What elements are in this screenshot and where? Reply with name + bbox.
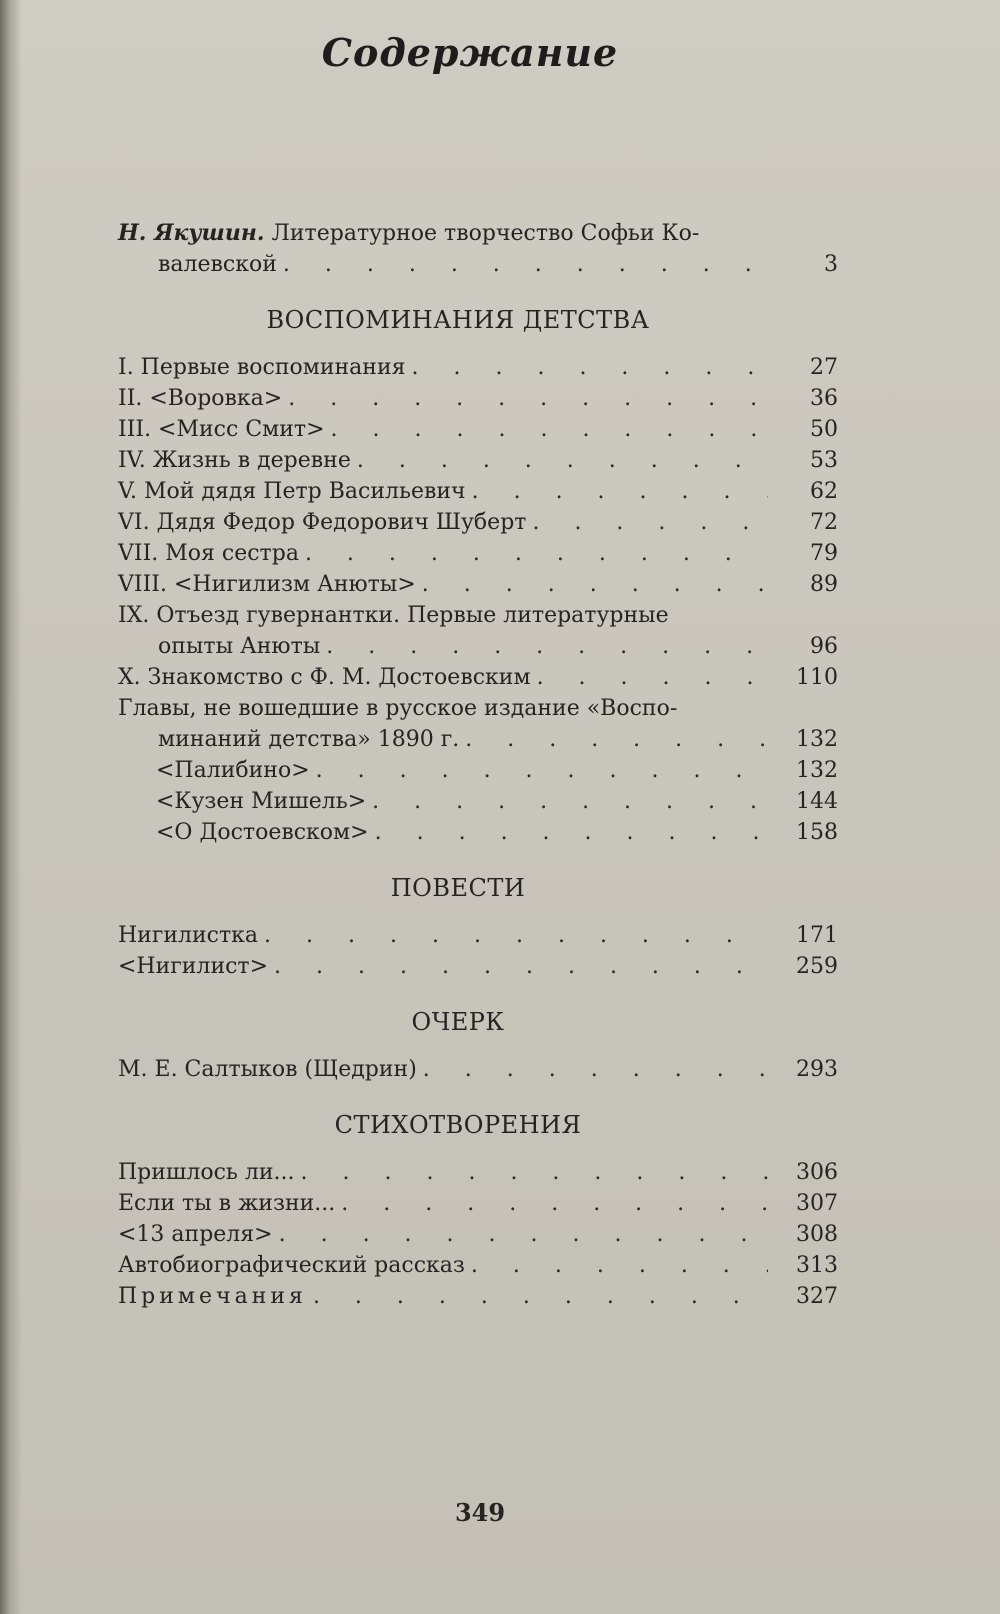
leader-dots [532,507,768,538]
toc-entry[interactable] [118,414,838,445]
toc-entry-intro[interactable] [118,218,838,280]
intro-title-line1: Литературное творчество Софьи Ко- [271,221,700,246]
section-heading: ВОСПОМИНАНИЯ ДЕТСТВА [266,306,650,334]
table-of-contents [118,218,838,1312]
page-number: 27 [810,355,838,380]
toc-entry[interactable] [118,662,838,693]
leader-dots [331,414,768,445]
page-number: 307 [796,1191,838,1216]
leader-dots [316,755,768,786]
toc-entry[interactable] [118,476,838,507]
leader-dots [537,662,768,693]
intro-title-line2: валевской [158,252,277,277]
leader-dots [372,786,768,817]
leader-dots [422,569,768,600]
entry-title: II. <Воровка> [118,386,283,411]
toc-entry[interactable] [118,352,838,383]
leader-dots [423,1054,768,1085]
toc-entry[interactable] [118,1219,838,1250]
page-gutter-shadow [0,0,22,1614]
page-number: 259 [796,954,838,979]
page-number: 50 [810,417,838,442]
page-number: 110 [796,665,838,690]
leader-dots [326,631,768,662]
leader-dots [288,383,768,414]
section-heading: ОЧЕРК [411,1008,505,1036]
section-heading: СТИХОТВОРЕНИЯ [334,1111,582,1139]
toc-entry[interactable] [118,693,838,755]
toc-entry[interactable] [118,445,838,476]
entry-title: VII. Моя сестра [118,541,299,566]
leader-dots [465,724,768,755]
toc-subentry[interactable] [118,755,838,786]
leader-dots [375,817,768,848]
intro-author: Н. Якушин. [118,220,265,246]
page-number: 144 [796,789,838,814]
entry-title: I. Первые воспоминания [118,355,406,380]
folio-page-number: 349 [454,1498,506,1527]
page-number: 327 [796,1284,838,1309]
page-number: 171 [796,923,838,948]
leader-dots [313,1281,768,1312]
entry-title-line1: IX. Отъезд гувернантки. Первые литературные [118,603,669,628]
toc-entry[interactable] [118,538,838,569]
toc-entry[interactable] [118,920,838,951]
entry-title: IV. Жизнь в деревне [118,448,351,473]
entry-title: <13 апреля> [118,1222,273,1247]
entry-title: Автобиографический рассказ [118,1253,465,1278]
page-number: 3 [824,252,838,277]
toc-entry[interactable] [118,383,838,414]
entry-title: Примечания [118,1284,307,1309]
leader-dots [341,1188,768,1219]
toc-entry[interactable] [118,1054,838,1085]
toc-entry[interactable] [118,1250,838,1281]
page-number: 53 [810,448,838,473]
entry-title: <Нигилист> [118,954,269,979]
toc-entry[interactable] [118,1281,838,1312]
page-number: 308 [796,1222,838,1247]
entry-title: III. <Мисс Смит> [118,417,325,442]
page-title: Содержание [321,30,619,75]
entry-title: Нигилистка [118,923,259,948]
entry-title: Пришлось ли... [118,1160,295,1185]
entry-title: V. Мой дядя Петр Васильевич [118,479,466,504]
section-heading: ПОВЕСТИ [390,874,526,902]
page-number: 62 [810,479,838,504]
page-number: 306 [796,1160,838,1185]
entry-title-line1: Главы, не вошедшие в русское издание «Воспо- [118,696,678,721]
page-number: 79 [810,541,838,566]
page-number: 89 [810,572,838,597]
entry-title: <Кузен Мишель> [156,789,367,814]
page-number: 132 [796,758,838,783]
toc-entry[interactable] [118,1188,838,1219]
toc-subentry[interactable] [118,786,838,817]
leader-dots [305,538,768,569]
toc-entry[interactable] [118,600,838,662]
toc-entry[interactable] [118,1157,838,1188]
toc-subentry[interactable] [118,817,838,848]
leader-dots [283,249,768,280]
entry-title: М. Е. Салтыков (Щедрин) [118,1057,417,1082]
leader-dots [471,1250,768,1281]
entry-title-line2: опыты Анюты [158,634,321,659]
leader-dots [412,352,769,383]
leader-dots [264,920,768,951]
entry-title: X. Знакомство с Ф. М. Достоевским [118,665,531,690]
page-number: 72 [810,510,838,535]
entry-title: VIII. <Нигилизм Анюты> [118,572,416,597]
toc-entry[interactable] [118,951,838,982]
entry-title: VI. Дядя Федор Федорович Шуберт [118,510,527,535]
page-number: 158 [796,820,838,845]
entry-title-line2: минаний детства» 1890 г. [158,727,460,752]
page-number: 96 [810,634,838,659]
leader-dots [279,1219,768,1250]
entry-title: <О Достоевском> [156,820,369,845]
page-number: 36 [810,386,838,411]
page-number: 313 [796,1253,838,1278]
toc-entry[interactable] [118,569,838,600]
entry-title: Если ты в жизни... [118,1191,336,1216]
leader-dots [357,445,768,476]
leader-dots [472,476,768,507]
leader-dots [301,1157,768,1188]
toc-entry[interactable] [118,507,838,538]
entry-title: <Палибино> [156,758,310,783]
page-number: 132 [796,727,838,752]
page-number: 293 [796,1057,838,1082]
leader-dots [274,951,768,982]
